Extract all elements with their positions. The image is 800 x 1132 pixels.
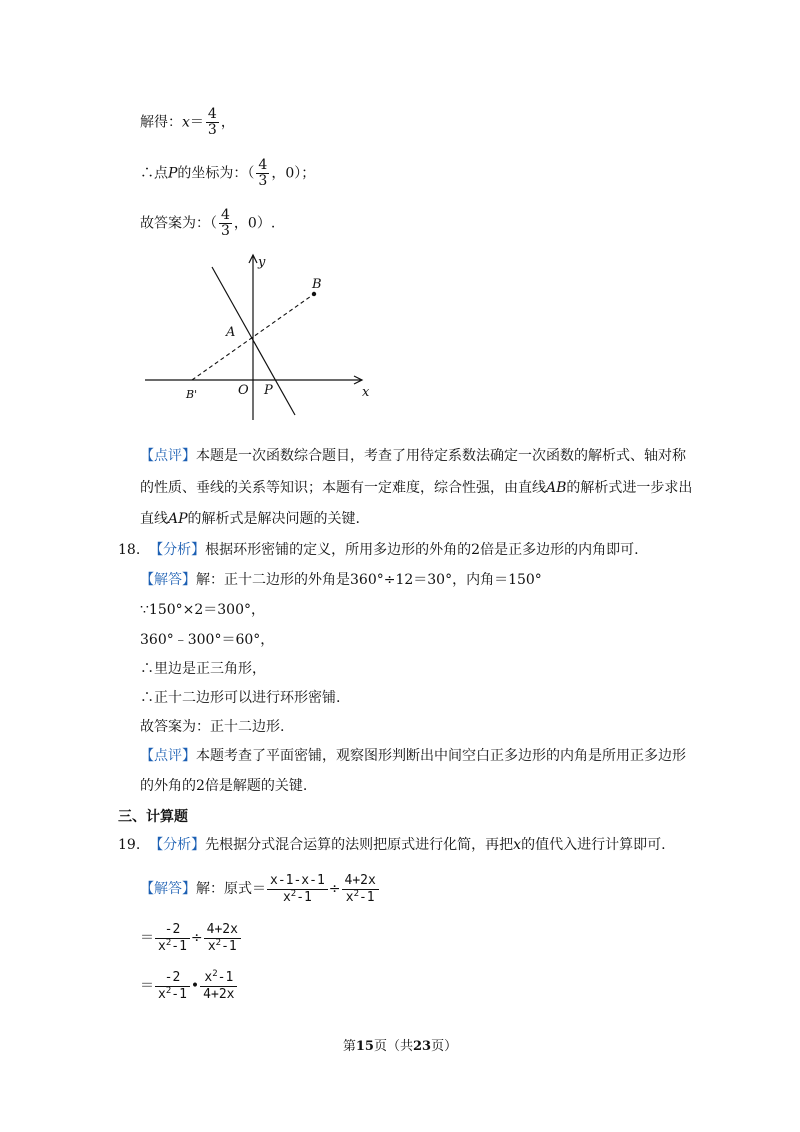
den-exp: 2 (353, 888, 359, 899)
text: 的解析式是解决问题的关键. (187, 511, 360, 527)
q17-comment-line2 (140, 478, 692, 498)
den-base: x (158, 938, 166, 954)
fraction (256, 158, 269, 189)
numerator: x-1-x-1 (267, 873, 328, 890)
text: 页（共 (373, 1039, 413, 1054)
den-tail: -1 (221, 938, 237, 954)
numerator: 4+2x (204, 922, 241, 939)
fraction-2 (342, 873, 379, 906)
den-tail: -1 (171, 986, 187, 1002)
text: 故答案为：（ (140, 215, 217, 232)
text: 的坐标为：（ (177, 165, 255, 182)
fraction (219, 208, 232, 239)
den-exp: 2 (215, 937, 222, 948)
q18-step1: ∵150°×2＝300°， (140, 602, 265, 618)
label-b-prime: B' (186, 388, 198, 401)
fraction-4 (204, 922, 241, 955)
numerator: 4+2x (342, 873, 379, 890)
label-o: O (238, 383, 249, 398)
denominator (155, 987, 190, 1003)
eq-sign: ＝ (189, 114, 204, 131)
numerator: 4 (207, 106, 217, 122)
text: 直线 (140, 511, 168, 527)
point-b (312, 292, 316, 296)
question-number: 19. (118, 837, 141, 853)
q17-comment-line3 (140, 509, 360, 529)
q19-step2 (140, 966, 238, 1006)
numerator: 4 (258, 157, 268, 173)
analysis-tag: 【分析】 (149, 542, 206, 558)
den-base: x (282, 889, 291, 905)
text: 解：正十二边形的外角是360°÷12＝30°，内角＝150° (196, 572, 542, 588)
text: 解：原式＝ (196, 881, 266, 897)
fraction-3 (155, 922, 190, 955)
text: 的值代入进行计算即可. (521, 837, 666, 853)
label-a: A (226, 325, 236, 340)
div-sign: ÷ (190, 930, 203, 946)
q19-answer-line (140, 869, 380, 909)
q17-comment-line1 (140, 446, 686, 466)
comment-tag: 【点评】 (140, 448, 196, 464)
div-sign: ÷ (328, 881, 341, 897)
var-x: x (513, 837, 522, 853)
page-number: 15 (355, 1039, 374, 1054)
eq-sign: ＝ (140, 978, 154, 994)
numerator: -2 (155, 970, 190, 987)
text: 的解析式进一步求出 (566, 480, 693, 496)
fraction-1 (267, 873, 328, 906)
text: 根据环形密铺的定义，所用多边形的外角的2倍是正多边形的内角即可. (205, 542, 639, 558)
num-tail: -1 (217, 969, 234, 985)
q17-solve-line (140, 107, 235, 138)
section-title: 三、计算题 (118, 809, 188, 825)
text: 第 (342, 1039, 356, 1054)
denominator (155, 939, 190, 955)
text: 的性质、垂线的关系等知识；本题有一定难度，综合性强，由直线 (140, 480, 546, 496)
denominator (342, 890, 379, 906)
text: ， (220, 114, 235, 131)
x-label: x (362, 385, 370, 400)
den-tail: -1 (296, 889, 312, 905)
text: 先根据分式混合运算的法则把原式进行化简，再把 (205, 837, 514, 853)
num-exp: 2 (212, 968, 218, 979)
answer-tag: 【解答】 (140, 881, 196, 897)
q19-analysis (118, 835, 666, 855)
text: 本题是一次函数综合题目，考查了用待定系数法确定一次函数的解析式、轴对称 (196, 448, 686, 464)
den-base: x (158, 986, 166, 1002)
q17-coord-line (140, 158, 315, 189)
point-p: P (168, 165, 178, 182)
numerator: -2 (155, 922, 190, 939)
text: 本题考查了平面密铺，观察图形判断出中间空白正多边形的内角是所用正多边形 (196, 748, 686, 764)
question-number: 18. (118, 542, 141, 558)
coordinate-graph (140, 250, 380, 425)
text: 解得： (140, 114, 182, 131)
q18-step3: ∴里边是正三角形， (140, 661, 266, 677)
den-exp: 2 (165, 985, 172, 996)
denominator: 3 (207, 122, 217, 138)
q18-comment-line1 (140, 746, 686, 766)
y-label: y (258, 255, 266, 270)
denominator (204, 939, 241, 955)
fraction-5 (155, 970, 190, 1003)
line-ab: AB (546, 480, 567, 496)
total-pages: 23 (413, 1039, 432, 1054)
q18-final: 故答案为：正十二边形. (140, 719, 285, 735)
q18-answer (140, 570, 542, 590)
page-footer (0, 1035, 800, 1054)
fraction (206, 107, 219, 138)
label-p: P (264, 383, 273, 398)
den-base: x (345, 889, 354, 905)
q18-step4: ∴正十二边形可以进行环形密铺. (140, 690, 341, 706)
text: ，0）； (271, 165, 316, 182)
q18-comment-line2: 的外角的2倍是解题的关键. (140, 778, 308, 794)
numerator: 4 (221, 207, 230, 223)
var-x: x (182, 114, 190, 131)
numerator (200, 970, 237, 987)
denominator: 3 (258, 173, 268, 189)
den-base: x (207, 938, 216, 954)
fraction-6 (200, 970, 237, 1003)
multiply-dot: • (190, 978, 200, 994)
eq-sign: ＝ (140, 930, 154, 946)
comment-tag: 【点评】 (140, 748, 196, 764)
denominator: 3 (221, 223, 230, 239)
num-base: x (204, 969, 213, 985)
q18-step2: 360°﹣300°＝60°， (140, 632, 275, 648)
q18-analysis (118, 540, 639, 560)
q19-step1 (140, 918, 242, 958)
analysis-tag: 【分析】 (149, 837, 206, 853)
text: 页） (431, 1039, 458, 1054)
label-b: B (312, 277, 322, 292)
text: ∴点 (140, 165, 168, 182)
den-tail: -1 (358, 889, 375, 905)
text: ，0）. (233, 215, 276, 232)
line-ap-label: AP (168, 511, 188, 527)
den-exp: 2 (165, 937, 172, 948)
q17-answer-line (140, 208, 275, 239)
answer-tag: 【解答】 (140, 572, 196, 588)
den-exp: 2 (290, 888, 297, 899)
denominator: 4+2x (203, 986, 235, 1002)
den-tail: -1 (171, 938, 187, 954)
denominator (267, 890, 328, 906)
